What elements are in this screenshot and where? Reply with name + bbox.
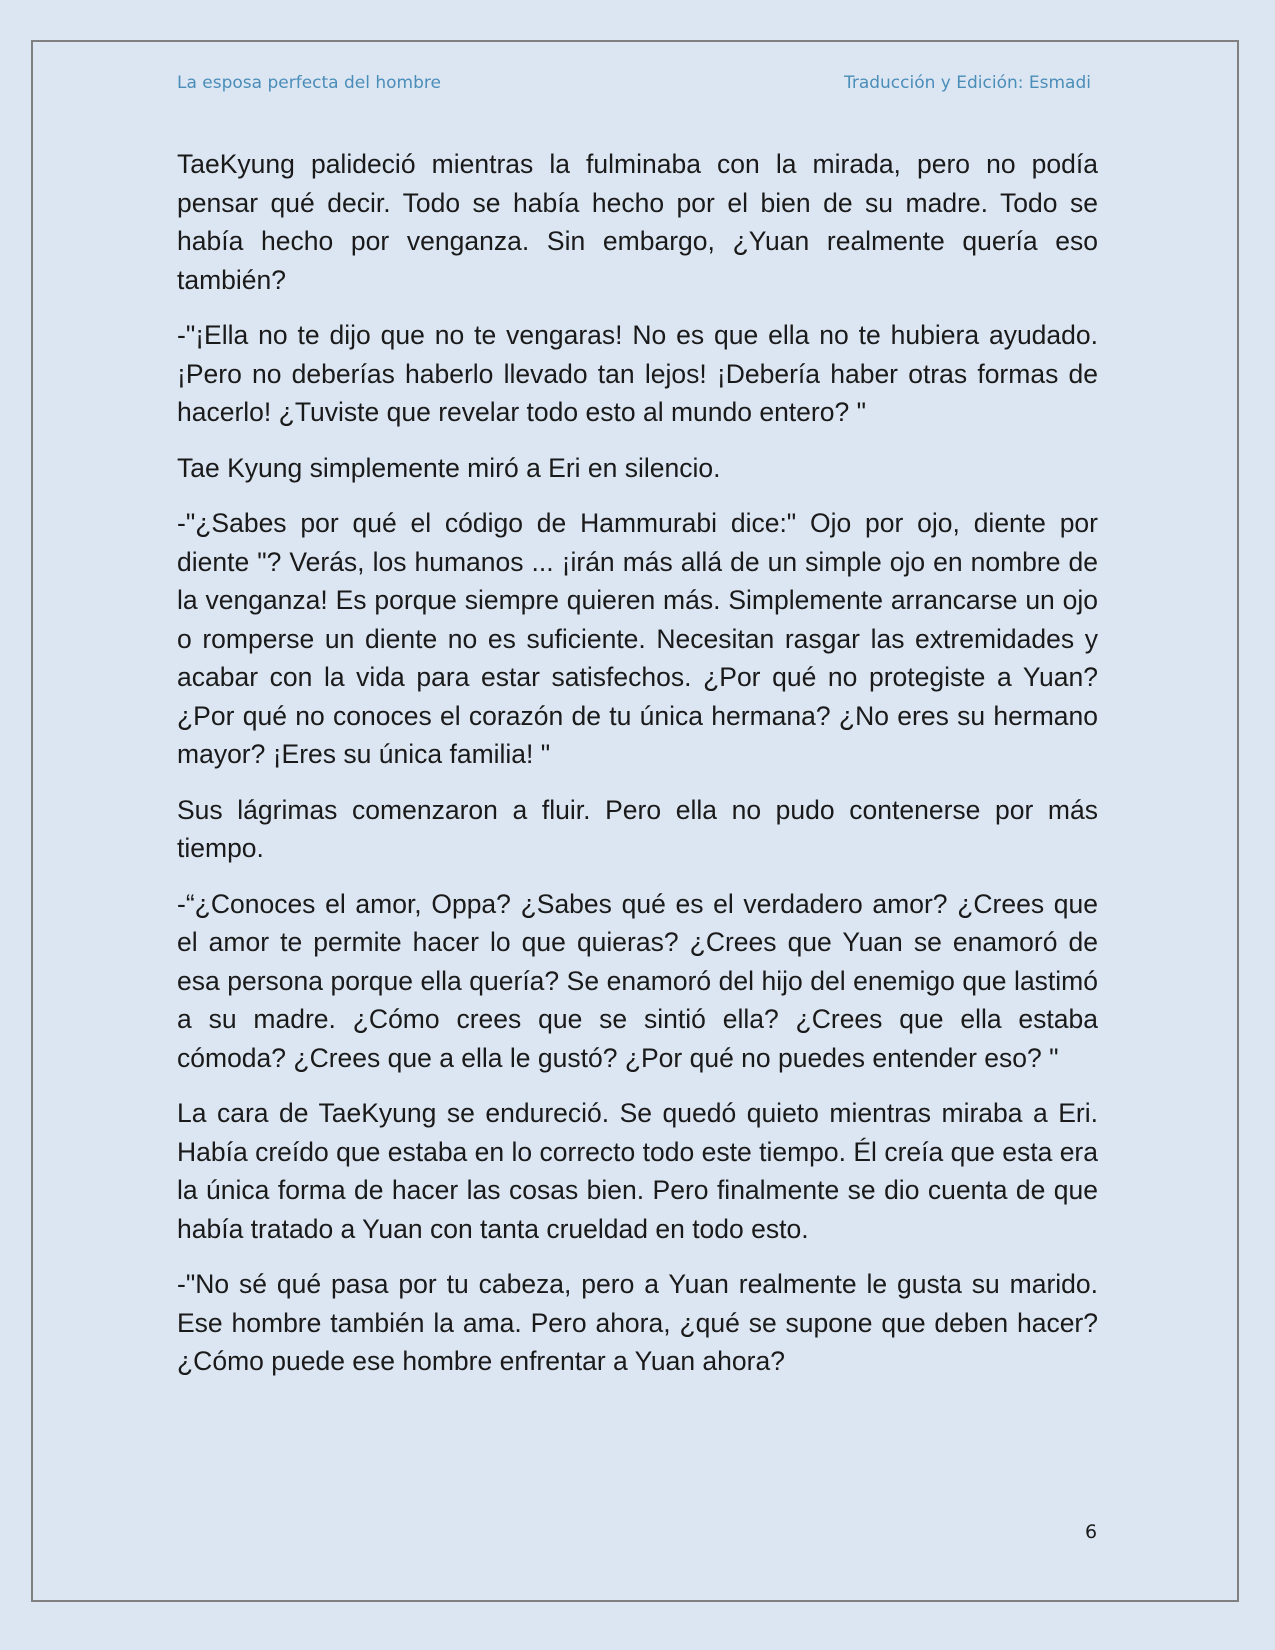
paragraph: -“¿Conoces el amor, Oppa? ¿Sabes qué es el verdadero amor? ¿Crees que el amor te permite hacer lo que quieras? ¿Crees que Yuan se enamoró de esa persona porque ella quería? Se enamoró del hijo del enemigo que lastimó a su madre. ¿Cómo crees que se sintió ella? ¿Crees que ella estaba cómoda? ¿Crees que a ella le gustó? ¿Por qué no puedes entender eso? " <box>177 888 1098 1073</box>
header-translator-credit: Traducción y Edición: Esmadi <box>843 73 1091 93</box>
paragraph: Tae Kyung simplemente miró a Eri en silencio. <box>177 452 721 483</box>
paragraph: -"¡Ella no te dijo que no te vengaras! No es que ella no te hubiera ayudado. ¡Pero no deberías haberlo llevado tan lejos! ¡Debería haber otras formas de hacerlo! ¿Tuviste que revelar todo esto al mundo entero? " <box>177 320 1098 427</box>
paragraph: TaeKyung palideció mientras la fulminaba con la mirada, pero no podía pensar qué decir. Todo se había hecho por el bien de su madre. Todo se había hecho por venganza. Sin embargo, ¿Yuan realmente quería eso también? <box>177 149 1098 295</box>
page-number: 6 <box>1085 1521 1098 1543</box>
paragraph: La cara de TaeKyung se endureció. Se quedó quieto mientras miraba a Eri. Había creído que estaba en lo correcto todo este tiempo. Él creía que esta era la única forma de hacer las cosas bien. Pero finalmente se dio cuenta de que había tratado a Yuan con tanta crueldad en todo esto. <box>177 1098 1098 1244</box>
paragraph: -"¿Sabes por qué el código de Hammurabi dice:" Ojo por ojo, diente por diente "? Verás, los humanos ... ¡irán más allá de un simple ojo en nombre de la venganza! Es porque siempre quieren más. Simplemente arrancarse un ojo o romperse un diente no es suficiente. Necesitan rasgar las extremidades y acabar con la vida para estar satisfechos. ¿Por qué no protegiste a Yuan? ¿Por qué no conoces el corazón de tu única hermana? ¿No eres su hermano mayor? ¡Eres su única familia! " <box>177 508 1098 769</box>
document-body <box>177 145 1098 1398</box>
header-book-title: La esposa perfecta del hombre <box>177 73 441 93</box>
paragraph: Sus lágrimas comenzaron a fluir. Pero ella no pudo contenerse por más tiempo. <box>177 794 1098 863</box>
paragraph: -"No sé qué pasa por tu cabeza, pero a Yuan realmente le gusta su marido. Ese hombre también la ama. Pero ahora, ¿qué se supone que deben hacer? ¿Cómo puede ese hombre enfrentar a Yuan ahora? <box>177 1269 1098 1376</box>
